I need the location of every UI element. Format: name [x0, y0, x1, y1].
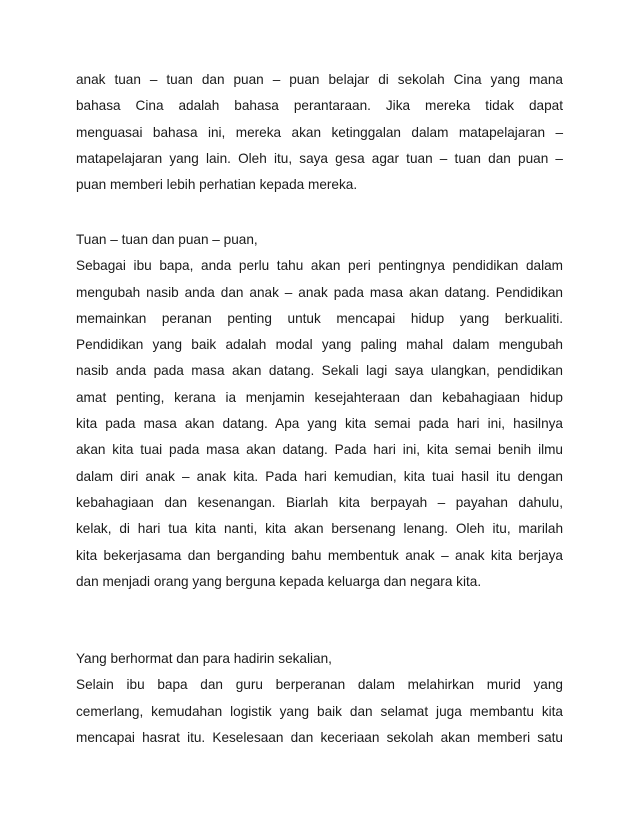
text-line: Pendidikan yang baik adalah modal yang paling mahal dalam mengubah: [76, 337, 563, 353]
text-line: Selain ibu bapa dan guru berperanan dalam melahirkan murid yang: [76, 677, 563, 693]
text-line: akan kita tuai pada masa akan datang. Pada hari ini, kita semai benih ilmu: [76, 442, 563, 458]
text-line: cemerlang, kemudahan logistik yang baik dan selamat juga membantu kita: [76, 703, 563, 719]
salutation: Tuan – tuan dan puan – puan,: [76, 232, 258, 247]
text-line: kebahagiaan dan kesenangan. Biarlah kita berpayah – payahan dahulu,: [76, 494, 563, 510]
text-line: menguasai bahasa ini, mereka akan ketinggalan dalam matapelajaran –: [76, 124, 563, 140]
text-line: kita pada masa akan datang. Apa yang kita semai pada hari ini, hasilnya: [76, 416, 563, 432]
paragraph-2: [76, 227, 563, 595]
text-line: mengubah nasib anda dan anak – anak pada masa akan datang. Pendidikan: [76, 284, 563, 300]
text-line: kelak, di hari tua kita nanti, kita akan bersenang lenang. Oleh itu, marilah: [76, 521, 563, 537]
text-line: nasib anda pada masa akan datang. Sekali lagi saya ulangkan, pendidikan: [76, 363, 563, 379]
text-line: memainkan peranan penting untuk mencapai hidup yang berkualiti.: [76, 310, 563, 326]
text-line: bahasa Cina adalah bahasa perantaraan. Jika mereka tidak dapat: [76, 98, 563, 114]
paragraph-3: [76, 646, 563, 751]
text-line: Sebagai ibu bapa, anda perlu tahu akan peri pentingnya pendidikan dalam: [76, 258, 563, 274]
text-line: mencapai hasrat itu. Keselesaan dan keceriaan sekolah akan memberi satu: [76, 729, 563, 745]
text-line: dalam diri anak – anak kita. Pada hari kemudian, kita tuai hasil itu dengan: [76, 468, 563, 484]
paragraph-1: [76, 67, 563, 198]
text-line: amat penting, kerana ia menjamin kesejahteraan dan kebahagiaan hidup: [76, 389, 563, 405]
text-line: puan memberi lebih perhatian kepada mereka.: [76, 177, 358, 193]
text-line: anak tuan – tuan dan puan – puan belajar di sekolah Cina yang mana: [76, 72, 563, 87]
salutation: Yang berhormat dan para hadirin sekalian,: [76, 651, 332, 666]
text-line: kita bekerjasama dan berganding bahu membentuk anak – anak kita berjaya: [76, 547, 563, 563]
text-line: matapelajaran yang lain. Oleh itu, saya gesa agar tuan – tuan dan puan –: [76, 150, 563, 166]
text-line: dan menjadi orang yang berguna kepada keluarga dan negara kita.: [76, 573, 482, 589]
